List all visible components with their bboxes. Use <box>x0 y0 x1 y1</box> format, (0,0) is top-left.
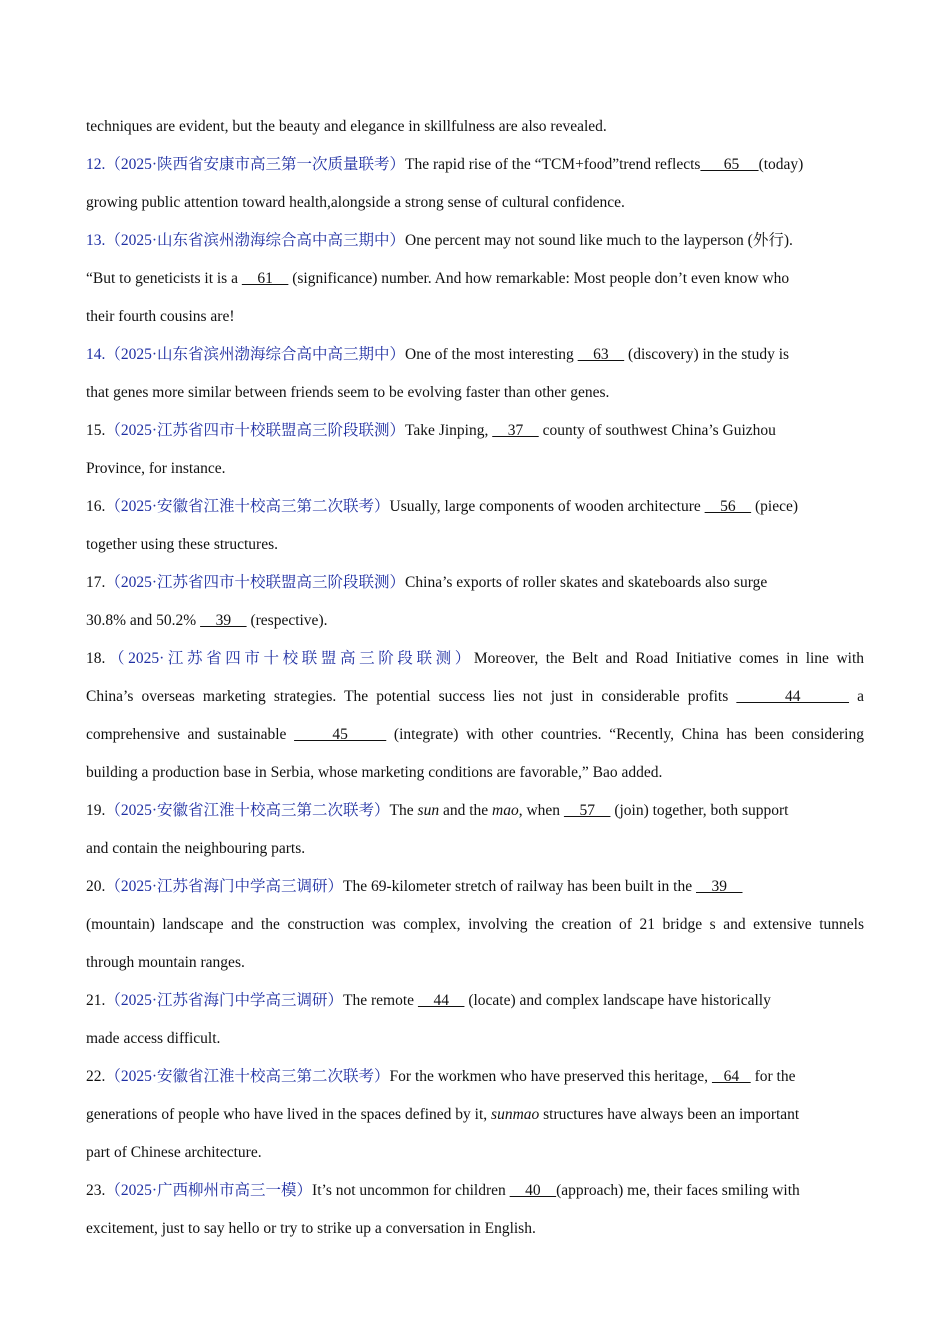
question-source: （2025·江苏省四市十校联盟高三阶段联测） <box>105 650 474 667</box>
question-number: 16. <box>86 498 106 515</box>
text-line <box>86 300 864 338</box>
question-source: （2025·广西柳州市高三一模） <box>105 1182 313 1199</box>
body-text: a <box>849 688 865 705</box>
body-text: (today) <box>758 156 804 173</box>
text-line <box>86 642 864 680</box>
text-line <box>86 1174 864 1212</box>
text-line <box>86 604 864 642</box>
question-item <box>86 642 864 794</box>
question-source: （2025·安徽省江淮十校高三第二次联考） <box>105 498 390 515</box>
body-text: , when <box>518 802 564 819</box>
body-text: “But to geneticists it is a <box>86 270 242 287</box>
body-text: their fourth cousins are! <box>86 308 235 325</box>
document-page <box>86 110 864 1250</box>
question-source: （2025·山东省滨州渤海综合高中高三期中） <box>105 346 406 363</box>
question-number: 15. <box>86 422 106 439</box>
answer-blank: 44 <box>736 688 850 705</box>
body-text: Take Jinping, <box>405 422 493 439</box>
body-text: The <box>389 802 418 819</box>
body-text: generations of people who have lived in the spaces defined by it, <box>86 1106 492 1123</box>
question-item <box>86 148 864 224</box>
text-line <box>86 566 864 604</box>
question-number: 17. <box>86 574 106 591</box>
question-item <box>86 870 864 984</box>
question-item <box>86 110 864 148</box>
question-item <box>86 224 864 338</box>
question-item <box>86 490 864 566</box>
text-line <box>86 1212 864 1250</box>
question-item <box>86 566 864 642</box>
body-text: China’s exports of roller skates and skateboards also surge <box>405 574 768 591</box>
question-item <box>86 794 864 870</box>
body-text: (discovery) in the study is <box>624 346 790 363</box>
question-number: 13. <box>86 232 106 249</box>
body-text: part of Chinese architecture. <box>86 1144 262 1161</box>
question-item <box>86 414 864 490</box>
question-source: （2025·江苏省海门中学高三调研） <box>105 878 344 895</box>
body-text: (locate) and complex landscape have historically <box>464 992 771 1009</box>
answer-blank: 45 <box>294 726 387 743</box>
body-text: growing public attention toward health,alongside a strong sense of cultural confidence. <box>86 194 625 211</box>
text-line <box>86 1098 864 1136</box>
body-text: (mountain) landscape and the construction was complex, involving the creation of 21 bridge s and extensive tunnels <box>86 916 864 933</box>
question-source: （2025·山东省滨州渤海综合高中高三期中） <box>105 232 406 249</box>
body-text: through mountain ranges. <box>86 954 245 971</box>
body-text: For the workmen who have preserved this heritage, <box>389 1068 712 1085</box>
question-number: 23. <box>86 1182 106 1199</box>
body-text: 30.8% and 50.2% <box>86 612 201 629</box>
body-text: building a production base in Serbia, whose marketing conditions are favorable,” Bao added. <box>86 764 663 781</box>
body-text: that genes more similar between friends seem to be evolving faster than other genes. <box>86 384 610 401</box>
question-item <box>86 338 864 414</box>
body-text: structures have always been an important <box>539 1106 800 1123</box>
text-line <box>86 262 864 300</box>
question-number: 12. <box>86 156 106 173</box>
text-line <box>86 452 864 490</box>
body-text: and the <box>439 802 493 819</box>
body-text: made access difficult. <box>86 1030 221 1047</box>
question-number: 20. <box>86 878 106 895</box>
question-source: （2025·安徽省江淮十校高三第二次联考） <box>105 1068 390 1085</box>
answer-blank: 56 <box>704 498 752 515</box>
body-text: (approach) me, their faces smiling with <box>556 1182 800 1199</box>
question-number: 18. <box>86 650 106 667</box>
text-line <box>86 870 864 908</box>
body-text: The 69-kilometer stretch of railway has been built in the <box>343 878 696 895</box>
body-text: One percent may not sound like much to the layperson (外行). <box>405 232 793 249</box>
italic-term: sunmao <box>491 1106 540 1123</box>
body-text: (integrate) with other countries. “Recently, China has been considering <box>386 726 864 743</box>
question-item <box>86 1060 864 1174</box>
body-text: Moreover, the Belt and Road Initiative comes in line with <box>473 650 864 667</box>
question-source: （2025·陕西省安康市高三第一次质量联考） <box>105 156 406 173</box>
body-text: The rapid rise of the “TCM+food”trend reflects <box>405 156 701 173</box>
text-line <box>86 376 864 414</box>
question-number: 21. <box>86 992 106 1009</box>
text-line <box>86 718 864 756</box>
question-source: （2025·江苏省四市十校联盟高三阶段联测） <box>105 574 406 591</box>
text-line <box>86 946 864 984</box>
body-text: for the <box>750 1068 796 1085</box>
question-item <box>86 1174 864 1250</box>
answer-blank: 39 <box>200 612 247 629</box>
body-text: (significance) number. And how remarkable: Most people don’t even know who <box>288 270 790 287</box>
text-line <box>86 1022 864 1060</box>
answer-blank: 65 <box>700 156 759 173</box>
question-source: （2025·江苏省四市十校联盟高三阶段联测） <box>105 422 406 439</box>
text-line <box>86 984 864 1022</box>
text-line <box>86 186 864 224</box>
body-text: county of southwest China’s Guizhou <box>538 422 776 439</box>
text-line <box>86 832 864 870</box>
body-text: Province, for instance. <box>86 460 226 477</box>
body-text: It’s not uncommon for children <box>312 1182 510 1199</box>
body-text: (piece) <box>751 498 799 515</box>
text-line <box>86 1060 864 1098</box>
text-line <box>86 794 864 832</box>
text-line <box>86 490 864 528</box>
body-text: techniques are evident, but the beauty and elegance in skillfulness are also revealed. <box>86 118 607 135</box>
answer-blank: 39 <box>696 878 743 895</box>
body-text: Usually, large components of wooden architecture <box>389 498 705 515</box>
body-text: (respective). <box>246 612 328 629</box>
text-line <box>86 908 864 946</box>
body-text: (join) together, both support <box>610 802 789 819</box>
question-number: 19. <box>86 802 106 819</box>
text-line <box>86 528 864 566</box>
italic-term: sun <box>417 802 440 819</box>
answer-blank: 37 <box>492 422 539 439</box>
answer-blank: 44 <box>417 992 465 1009</box>
question-source: （2025·安徽省江淮十校高三第二次联考） <box>105 802 390 819</box>
italic-term: mao <box>492 802 519 819</box>
text-line <box>86 110 864 148</box>
text-line <box>86 338 864 376</box>
body-text: together using these structures. <box>86 536 278 553</box>
body-text: The remote <box>343 992 418 1009</box>
question-item <box>86 984 864 1060</box>
answer-blank: 63 <box>577 346 625 363</box>
body-text: comprehensive and sustainable <box>86 726 295 743</box>
text-line <box>86 680 864 718</box>
text-line <box>86 414 864 452</box>
question-number: 14. <box>86 346 106 363</box>
text-line <box>86 1136 864 1174</box>
answer-blank: 57 <box>563 802 611 819</box>
text-line <box>86 224 864 262</box>
body-text: and contain the neighbouring parts. <box>86 840 306 857</box>
body-text: excitement, just to say hello or try to strike up a conversation in English. <box>86 1220 536 1237</box>
text-line <box>86 148 864 186</box>
question-number: 22. <box>86 1068 106 1085</box>
text-line <box>86 756 864 794</box>
question-source: （2025·江苏省海门中学高三调研） <box>105 992 344 1009</box>
answer-blank: 61 <box>241 270 289 287</box>
body-text: One of the most interesting <box>405 346 578 363</box>
answer-blank: 40 <box>509 1182 557 1199</box>
body-text: China’s overseas marketing strategies. The potential success lies not just in considerable profits <box>86 688 737 705</box>
answer-blank: 64 <box>711 1068 751 1085</box>
